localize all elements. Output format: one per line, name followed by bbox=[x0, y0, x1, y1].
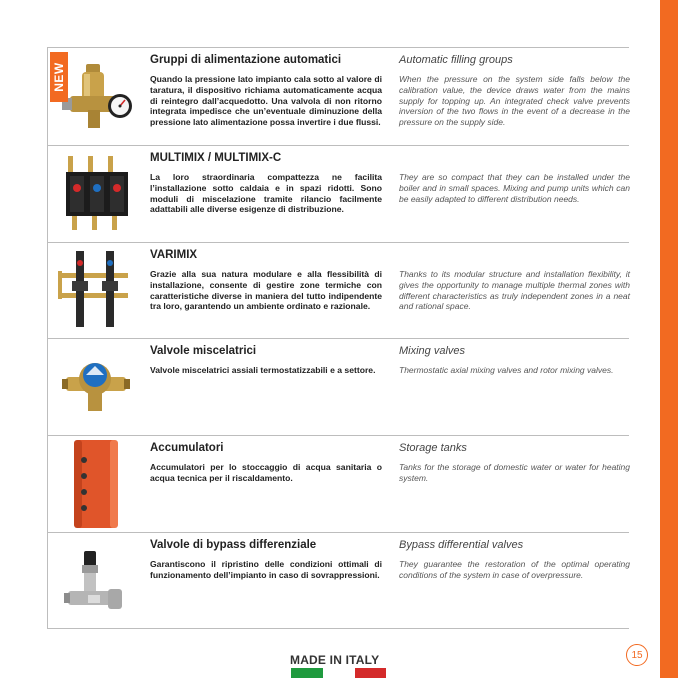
orange-edge-bar bbox=[660, 0, 678, 678]
mixing-valve-image bbox=[48, 339, 143, 435]
section-multimix bbox=[47, 145, 629, 242]
bypass-valve-image bbox=[48, 533, 143, 628]
storage-tank-image bbox=[48, 436, 143, 532]
en-description: When the pressure on the system side falls below the calibration value, the device draws water from the mains supply for topping up. An integrated check valve prevents inversion of the two flows in the event of a decrease in the pressure on the supply side. bbox=[399, 74, 630, 128]
section-storage-tanks bbox=[47, 435, 629, 532]
en-description: Tanks for the storage of domestic water or water for heating system. bbox=[399, 462, 630, 483]
new-badge-label: NEW bbox=[52, 62, 66, 92]
it-description: Garantiscono il ripristino delle condizioni ottimali di funzionamento dell’impianto in caso di sovrappressioni. bbox=[150, 559, 382, 580]
it-title: VARIMIX bbox=[150, 249, 198, 261]
section-varimix bbox=[47, 242, 629, 338]
it-title: Gruppi di alimentazione automatici bbox=[150, 54, 342, 66]
en-description: Thermostatic axial mixing valves and rotor mixing valves. bbox=[399, 365, 614, 375]
flag-red-stripe bbox=[355, 668, 386, 678]
en-description: They guarantee the restoration of the optimal operating conditions of the system in case of overpressure. bbox=[399, 559, 630, 580]
section-mixing-valves bbox=[47, 338, 629, 435]
en-description: Thanks to its modular structure and installation flexibility, it gives the opportunity to manage multiple thermal zones with different characteristics as truly independent zones in a neat and rational space. bbox=[399, 269, 630, 312]
made-in-italy-label: MADE IN ITALY bbox=[290, 653, 380, 667]
flag-green-stripe bbox=[291, 668, 323, 678]
page-number bbox=[626, 644, 648, 666]
page-number-text: 15 bbox=[631, 649, 643, 661]
multimix-image bbox=[48, 146, 143, 242]
it-title: Valvole miscelatrici bbox=[150, 345, 257, 357]
it-description: La loro straordinaria compattezza ne facilita l’installazione sotto caldaia e in spazi ridotti. Sono moduli di miscelazione tramite rilancio facilmente adattabili alle diverse esigenze di distribuzione. bbox=[150, 172, 382, 215]
it-title: MULTIMIX / MULTIMIX-C bbox=[150, 152, 282, 164]
varimix-image bbox=[48, 243, 143, 338]
it-description: Valvole miscelatrici assiali termostatizzabili e a settore. bbox=[150, 365, 376, 375]
it-description: Accumulatori per lo stoccaggio di acqua sanitaria o acqua tecnica per il riscaldamento. bbox=[150, 462, 382, 483]
it-title: Accumulatori bbox=[150, 442, 224, 454]
en-title: Automatic filling groups bbox=[399, 54, 513, 66]
en-title: Mixing valves bbox=[399, 345, 466, 357]
en-title: Storage tanks bbox=[399, 442, 467, 454]
en-title: Bypass differential valves bbox=[399, 539, 524, 551]
section-bypass-valves bbox=[47, 532, 629, 628]
bottom-divider bbox=[47, 628, 629, 629]
it-description: Grazie alla sua natura modulare e alla flessibilità di installazione, consente di gestire zone termiche con caratteristiche diverse in maniera del tutto indipendente tra loro, garantendo un ambiente ordinato e razionale. bbox=[150, 269, 382, 312]
section-filling-groups bbox=[47, 47, 629, 145]
en-description: They are so compact that they can be installed under the boiler and in small spaces. Mixing and pump units which can be easily adapted to different distribution needs. bbox=[399, 172, 630, 204]
it-description: Quando la pressione lato impianto cala sotto al valore di taratura, il dispositivo richiama automaticamente acqua di reintegro dall’acquedotto. Una valvola di non ritorno integrata impedisce che un’eventuale diminuzione della pressione lato alimentazione possa invertire i due flussi. bbox=[150, 74, 382, 128]
new-badge bbox=[50, 52, 68, 102]
it-title: Valvole di bypass differenziale bbox=[150, 539, 317, 551]
